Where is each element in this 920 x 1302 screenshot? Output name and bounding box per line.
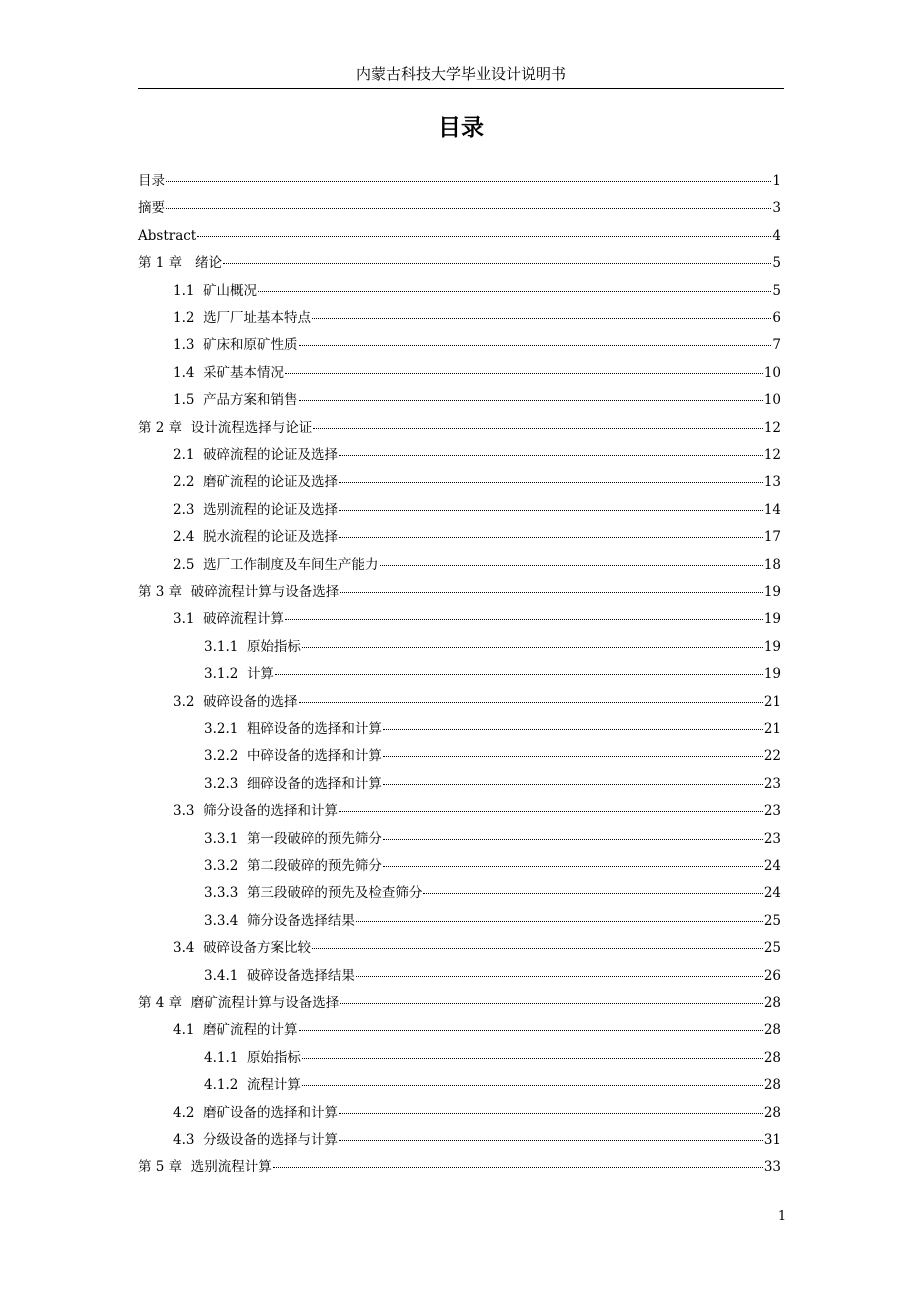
toc-entry-number: 2.4 (173, 529, 204, 546)
toc-entry-number: 1.2 (173, 310, 204, 326)
toc-entry-number: 1.1 (173, 282, 204, 299)
toc-entry-page: 7 (772, 337, 781, 354)
toc-entry-number: 3.2.3 (204, 775, 247, 792)
toc-entry[interactable] (138, 609, 781, 629)
toc-entry-page: 23 (763, 830, 781, 847)
toc-dot-leader (273, 1167, 763, 1168)
page-header: 内蒙古科技大学毕业设计说明书 (355, 65, 566, 83)
toc-entry-page: 1 (772, 173, 781, 189)
toc-entry-title: 破碎流程计算 (203, 611, 285, 628)
toc-entry-page: 12 (763, 419, 781, 436)
toc-entry-number: 第 2 章 (138, 419, 191, 436)
toc-entry-title: 原始指标 (246, 1049, 301, 1066)
toc-entry-title: Abstract (138, 227, 197, 244)
toc-dot-leader (339, 1113, 763, 1114)
toc-entry-number: 3.2.2 (204, 748, 247, 765)
toc-entry-number: 3.2.1 (204, 721, 247, 737)
toc-dot-leader (339, 510, 763, 511)
toc-dot-leader (340, 1003, 763, 1004)
toc-entry-number: 3.3 (173, 803, 204, 820)
toc-entry-page: 23 (763, 803, 781, 820)
toc-entry[interactable] (138, 472, 781, 492)
toc-entry[interactable] (138, 253, 781, 273)
toc-entry-page: 19 (763, 638, 781, 655)
toc-dot-leader (339, 537, 763, 538)
toc-entry-title: 采矿基本情况 (203, 364, 285, 381)
toc-entry-number: 第 3 章 (138, 584, 191, 600)
toc-dot-leader (383, 839, 763, 840)
toc-entry-number: 2.1 (173, 447, 204, 463)
toc-entry-page: 24 (763, 885, 781, 902)
toc-entry-number: 3.3.1 (204, 830, 247, 847)
toc-entry-number: 3.1.1 (204, 638, 247, 655)
toc-entry[interactable] (138, 1048, 781, 1068)
toc-dot-leader (339, 455, 763, 456)
toc-dot-leader (313, 428, 763, 429)
toc-entry-number: 第 5 章 (138, 1159, 191, 1176)
toc-entry-title: 摘要 (138, 200, 165, 217)
toc-dot-leader (339, 811, 763, 812)
toc-entry-title: 筛分设备选择结果 (246, 912, 355, 929)
toc-dot-leader (299, 702, 763, 703)
toc-entry-number: 3.4.1 (204, 967, 247, 984)
toc-entry-page: 23 (763, 775, 781, 792)
toc-entry[interactable] (138, 582, 781, 602)
page-number: 1 (777, 1209, 787, 1224)
toc-entry-page: 19 (763, 666, 781, 683)
toc-entry-number: 3.3.3 (204, 885, 247, 902)
toc-entry-page: 28 (763, 1049, 781, 1066)
toc-entry-title: 设计流程选择与论证 (190, 419, 313, 436)
toc-dot-leader (223, 263, 771, 264)
toc-entry[interactable] (138, 1020, 781, 1040)
toc-entry[interactable] (138, 801, 781, 821)
toc-entry-title: 破碎流程的论证及选择 (203, 447, 339, 463)
toc-dot-leader (423, 893, 762, 894)
toc-entry-title: 选厂工作制度及车间生产能力 (203, 556, 379, 573)
toc-entry-title: 磨矿设备的选择和计算 (203, 1104, 339, 1121)
toc-entry[interactable] (138, 500, 781, 520)
toc-entry-number: 1.5 (173, 392, 204, 409)
toc-entry-number: 3.4 (173, 940, 204, 957)
toc-entry-page: 33 (763, 1159, 781, 1176)
toc-dot-leader (258, 291, 771, 292)
toc-entry-page: 3 (772, 200, 781, 217)
toc-entry-title: 破碎设备方案比较 (203, 940, 312, 957)
toc-dot-leader (166, 208, 771, 209)
header-rule (138, 88, 784, 89)
toc-entry[interactable] (138, 993, 781, 1013)
toc-entry-title: 原始指标 (246, 638, 301, 655)
toc-entry[interactable] (138, 555, 781, 575)
toc-entry[interactable] (138, 1075, 781, 1095)
toc-dot-leader (383, 784, 763, 785)
toc-entry[interactable] (138, 774, 781, 794)
toc-entry-title: 第三段破碎的预先及检查筛分 (246, 885, 423, 902)
toc-entry[interactable] (138, 226, 781, 246)
toc-entry[interactable] (138, 664, 781, 684)
toc-entry-title: 计算 (246, 666, 274, 683)
toc-entry-title: 选厂厂址基本特点 (203, 310, 312, 326)
toc-entry-number: 3.2 (173, 693, 204, 710)
toc-entry-page: 19 (763, 584, 781, 600)
toc-entry-number: 2.5 (173, 556, 204, 573)
toc-entry-number: 3.3.2 (204, 858, 247, 874)
toc-entry-page: 31 (763, 1132, 781, 1148)
toc-entry-page: 19 (763, 611, 781, 628)
toc-entry-number: 1.3 (173, 337, 204, 354)
toc-entry-title: 产品方案和销售 (203, 392, 298, 409)
toc-entry[interactable] (138, 966, 781, 986)
toc-entry-page: 25 (763, 940, 781, 957)
toc-entry[interactable] (138, 418, 781, 438)
toc-entry-page: 10 (763, 392, 781, 409)
toc-dot-leader (299, 400, 763, 401)
toc-entry-number: 3.1.2 (204, 666, 247, 683)
toc-entry-title: 磨矿流程的计算 (203, 1022, 298, 1039)
toc-entry-title: 脱水流程的论证及选择 (203, 529, 339, 546)
toc-entry-number: 第 1 章 (138, 255, 196, 272)
toc-entry-title: 破碎设备选择结果 (246, 967, 355, 984)
toc-dot-leader (166, 181, 771, 182)
toc-entry-number: 2.2 (173, 474, 204, 491)
toc-entry[interactable] (138, 335, 781, 355)
toc-entry-title: 细碎设备的选择和计算 (246, 775, 382, 792)
toc-dot-leader (339, 1140, 763, 1141)
toc-entry-page: 14 (763, 501, 781, 518)
toc-entry-page: 24 (763, 858, 781, 874)
toc-entry[interactable] (138, 829, 781, 849)
toc-entry-page: 28 (763, 1022, 781, 1039)
toc-dot-leader (299, 345, 772, 346)
toc-entry[interactable] (138, 746, 781, 766)
toc-entry-title: 选别流程的论证及选择 (203, 501, 339, 518)
toc-entry-number: 4.1 (173, 1022, 204, 1039)
toc-dot-leader (312, 948, 763, 949)
toc-entry-page: 12 (763, 447, 781, 463)
toc-entry-title: 筛分设备的选择和计算 (203, 803, 339, 820)
toc-entry-title: 破碎设备的选择 (203, 693, 298, 710)
toc-entry-number: 2.3 (173, 501, 204, 518)
toc-entry-title: 选别流程计算 (190, 1159, 272, 1176)
toc-dot-leader (383, 729, 763, 730)
toc-entry-page: 4 (772, 227, 781, 244)
toc-entry[interactable] (138, 692, 781, 712)
toc-entry-number: 3.1 (173, 611, 204, 628)
toc-entry[interactable] (138, 911, 781, 931)
toc-entry-title: 粗碎设备的选择和计算 (246, 721, 382, 737)
toc-dot-leader (197, 236, 771, 237)
toc-dot-leader (302, 1058, 763, 1059)
toc-entry[interactable] (138, 719, 781, 739)
toc-dot-leader (356, 976, 763, 977)
toc-entry[interactable] (138, 445, 781, 465)
toc-entry-number: 4.2 (173, 1104, 204, 1121)
toc-entry[interactable] (138, 1157, 781, 1177)
toc-entry-page: 21 (763, 693, 781, 710)
toc-dot-leader (302, 647, 763, 648)
toc-entry[interactable] (138, 637, 781, 657)
toc-entry-page: 18 (763, 556, 781, 573)
toc-entry[interactable] (138, 883, 781, 903)
toc-dot-leader (340, 592, 763, 593)
toc-entry[interactable] (138, 198, 781, 218)
toc-entry-page: 21 (763, 721, 781, 737)
toc-entry-title: 矿山概况 (203, 282, 258, 299)
toc-entry-page: 10 (763, 364, 781, 381)
toc-entry-page: 28 (763, 1077, 781, 1094)
toc-entry[interactable] (138, 171, 781, 191)
toc-dot-leader (383, 866, 763, 867)
toc-entry[interactable] (138, 1103, 781, 1123)
toc-entry[interactable] (138, 856, 781, 876)
toc-entry[interactable] (138, 527, 781, 547)
toc-entry-page: 13 (763, 474, 781, 491)
toc-dot-leader (285, 619, 763, 620)
toc-entry-title: 中碎设备的选择和计算 (246, 748, 382, 765)
toc-entry-title: 流程计算 (246, 1077, 301, 1094)
toc-dot-leader (383, 756, 763, 757)
toc-entry[interactable] (138, 308, 781, 328)
toc-entry-number: 1.4 (173, 364, 204, 381)
toc-dot-leader (356, 921, 763, 922)
toc-entry-number: 第 4 章 (138, 995, 191, 1011)
toc-entry-title: 第二段破碎的预先筛分 (246, 858, 382, 874)
toc-entry-number: 3.3.4 (204, 912, 247, 929)
toc-dot-leader (312, 318, 771, 319)
toc-entry-page: 28 (763, 1104, 781, 1121)
toc-entry-page: 25 (763, 912, 781, 929)
toc-entry-page: 28 (763, 995, 781, 1011)
toc-entry[interactable] (138, 390, 781, 410)
toc-entry[interactable] (138, 281, 781, 301)
toc-entry-title: 磨矿流程的论证及选择 (203, 474, 339, 491)
toc-entry-page: 5 (772, 255, 781, 272)
toc-entry-number: 4.3 (173, 1132, 204, 1148)
toc-entry-page: 6 (772, 310, 781, 326)
toc-entry-title: 目录 (138, 173, 165, 189)
toc-entry-number: 4.1.1 (204, 1049, 247, 1066)
toc-entry-title: 绪论 (195, 255, 223, 272)
toc-entry-title: 磨矿流程计算与设备选择 (190, 995, 340, 1011)
toc-entry[interactable] (138, 938, 781, 958)
toc-entry-title: 第一段破碎的预先筛分 (246, 830, 382, 847)
toc-entry-page: 5 (772, 282, 781, 299)
toc-entry[interactable] (138, 1130, 781, 1150)
toc-dot-leader (285, 373, 763, 374)
toc-entry-title: 分级设备的选择与计算 (203, 1132, 339, 1148)
toc-entry-page: 22 (763, 748, 781, 765)
toc-dot-leader (299, 1030, 763, 1031)
toc-dot-leader (302, 1085, 763, 1086)
toc-dot-leader (380, 565, 763, 566)
toc-dot-leader (275, 674, 763, 675)
toc-entry-page: 26 (763, 967, 781, 984)
toc-entry-number: 4.1.2 (204, 1077, 247, 1094)
toc-entry-title: 矿床和原矿性质 (203, 337, 298, 354)
toc-entry-title: 破碎流程计算与设备选择 (190, 584, 340, 600)
page-title: 目录 (438, 115, 484, 141)
toc-dot-leader (339, 482, 763, 483)
toc-entry-page: 17 (763, 529, 781, 546)
toc-entry[interactable] (138, 363, 781, 383)
